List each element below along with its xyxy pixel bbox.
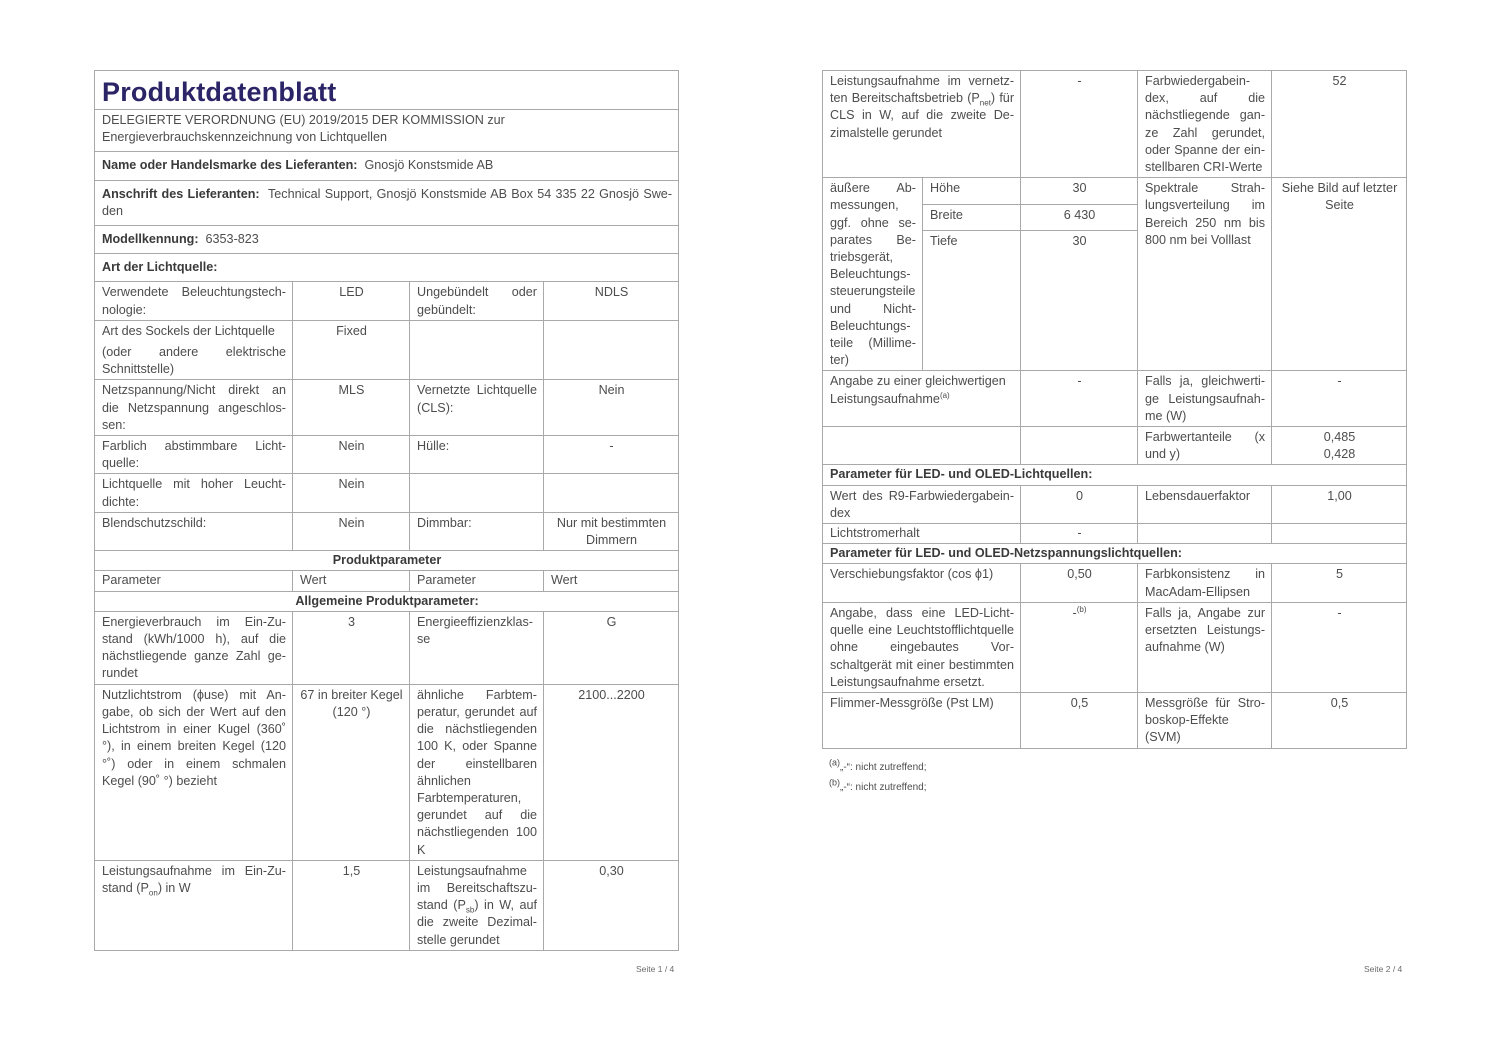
param-label: Farbwiedergabeindex, auf die nächstliegende ganze Zahl gerundet, oder Spanne der einstellbaren CRI-Werte	[1138, 71, 1272, 178]
param-value	[544, 474, 679, 512]
param-label: Vernetzte Lichtquelle (CLS):	[410, 380, 544, 436]
param-value	[1021, 602, 1138, 692]
param-value	[544, 320, 679, 380]
param-value: 1,5	[293, 860, 410, 950]
table-row	[823, 692, 1407, 748]
param-label: Dimmbar:	[410, 512, 544, 550]
page-1	[94, 70, 678, 951]
datasheet-table-page-2	[822, 70, 1407, 749]
dimensions-row	[823, 178, 1407, 205]
footnote-marker: (a)	[939, 390, 950, 400]
product-parameters-heading: Produktparameter	[95, 551, 679, 571]
dimension-name: Breite	[923, 204, 1021, 231]
lightsource-type-heading: Art der Lichtquelle:	[95, 254, 679, 282]
dimension-name: Höhe	[923, 178, 1021, 205]
supplier-address-value: Technical Support, Gnosjö Konstsmide AB Box 54 335 22 Gnosjö Sweden	[102, 186, 673, 218]
param-label-line-1: Art des Sockels der Lichtquelle	[102, 323, 275, 338]
dimensions-label: äußere Abmessungen, ggf. ohne separates Betriebsgerät, Beleuchtungssteuerungsteile und Nicht-Beleuchtungsteile (Millimeter)	[823, 178, 923, 371]
footnotes	[829, 758, 927, 798]
table-row	[95, 474, 679, 512]
footnote-b	[829, 778, 927, 798]
model-value: 6353-823	[205, 232, 259, 247]
param-label: Verwendete Beleuchtungstechnologie:	[95, 282, 293, 320]
model-row	[95, 226, 679, 254]
footnote-text: „-“: nicht zutreffend;	[840, 762, 927, 773]
table-row	[823, 524, 1407, 544]
table-row	[95, 512, 679, 550]
dimension-name: Tiefe	[923, 231, 1021, 371]
param-label: Falls ja, Angabe zur ersetzten Leistungsaufnahme (W)	[1138, 602, 1272, 692]
param-value: Nein	[293, 474, 410, 512]
param-label: Angabe, dass eine LED-Lichtquelle eine Leuchtstofflichtquelle ohne eingebautes Vorschaltgerät mit einer bestimmten Leistungsaufnahme ersetzt.	[823, 602, 1021, 692]
dimension-value: 30	[1021, 231, 1138, 371]
param-value: 2100...2200	[544, 684, 679, 860]
regulation-line-2: Energieverbrauchskennzeichnung von Lichtquellen	[102, 130, 387, 145]
model-label: Modellkennung:	[102, 232, 199, 247]
table-row	[95, 436, 679, 474]
param-label: Farbwertanteile (x und y)	[1138, 427, 1272, 465]
param-value: -	[1272, 602, 1407, 692]
chromaticity-y: 0,428	[1323, 447, 1356, 462]
param-label: Falls ja, gleichwertige Leistungsaufnahme (W)	[1138, 371, 1272, 427]
mains-parameters-heading: Parameter für LED- und OLED-Netzspannungslichtquellen:	[823, 544, 1407, 564]
param-label	[95, 320, 293, 380]
page-2	[822, 70, 1406, 749]
column-header-parameter: Parameter	[95, 571, 293, 591]
document-title: Produktdatenblatt	[95, 71, 679, 110]
dimension-value: 30	[1021, 178, 1138, 205]
param-label: Lebensdauerfaktor	[1138, 485, 1272, 523]
page-number-2: Seite 2 / 4	[1364, 964, 1403, 974]
param-value: G	[544, 611, 679, 684]
text-part: ) für CLS in W, auf die zweite Dezimalstelle gerundet	[830, 91, 1015, 140]
param-value: LED	[293, 282, 410, 320]
param-label: Netzspannung/Nicht direkt an die Netzspannung angeschlossen:	[95, 380, 293, 436]
table-row	[823, 602, 1407, 692]
led-parameters-heading: Parameter für LED- und OLED-Lichtquellen:	[823, 465, 1407, 485]
param-label	[95, 860, 293, 950]
table-row	[823, 427, 1407, 465]
column-header-value: Wert	[544, 571, 679, 591]
param-label: Wert des R9-Farbwiedergabeindex	[823, 485, 1021, 523]
table-row	[95, 282, 679, 320]
param-value: -	[1021, 71, 1138, 178]
column-header-parameter: Parameter	[410, 571, 544, 591]
param-value: Fixed	[293, 320, 410, 380]
param-label: Nutzlichtstrom (ϕuse) mit Angabe, ob sich der Wert auf den Lichtstrom in einer Kugel (360˚ °), in einem breiten Kegel (120 °˚) oder in einem schmalen Kegel (90˚ °) bezieht	[95, 684, 293, 860]
text-part: ) in W, auf die zweite Dezimalstelle gerundet	[417, 898, 537, 947]
param-value: -	[1272, 371, 1407, 427]
param-label: Farbkonsistenz in MacAdam-Ellipsen	[1138, 564, 1272, 602]
param-label: Farblich abstimmbare Lichtquelle:	[95, 436, 293, 474]
param-value: MLS	[293, 380, 410, 436]
param-value: 0,5	[1272, 692, 1407, 748]
table-row	[823, 71, 1407, 178]
param-label: Lichtquelle mit hoher Leuchtdichte:	[95, 474, 293, 512]
footnote-a	[829, 758, 927, 778]
param-label	[410, 320, 544, 380]
param-label: Lichtstromerhalt	[823, 524, 1021, 544]
param-value	[1272, 524, 1407, 544]
supplier-name-label: Name oder Handelsmarke des Lieferanten:	[102, 158, 358, 173]
empty-cell	[823, 427, 1021, 465]
text-part: Leistungsaufnahme im Bereitschaftszustand (P	[417, 863, 537, 913]
table-row	[95, 320, 679, 380]
param-value: -	[1021, 371, 1138, 427]
table-row	[823, 371, 1407, 427]
param-label	[410, 860, 544, 950]
table-row	[95, 684, 679, 860]
param-value: Siehe Bild auf letzter Seite	[1272, 178, 1407, 371]
table-row	[95, 611, 679, 684]
table-row	[823, 485, 1407, 523]
value-text: -	[1072, 605, 1077, 620]
supplier-name-value: Gnosjö Konstsmide AB	[364, 158, 494, 173]
param-label: Ungebündelt oder gebündelt:	[410, 282, 544, 320]
param-value: 0,30	[544, 860, 679, 950]
param-label: Spektrale Strahlungsverteilung im Bereich 250 nm bis 800 nm bei Volllast	[1138, 178, 1272, 371]
param-value: -	[1021, 524, 1138, 544]
param-value: 0,5	[1021, 692, 1138, 748]
table-row	[823, 564, 1407, 602]
datasheet-table-page-1	[94, 70, 679, 951]
text-part: Leistungsaufnahme im Ein-Zustand (P	[102, 863, 286, 895]
param-label: Hülle:	[410, 436, 544, 474]
text-part: Angabe zu einer gleichwertigen Leistungsaufnahme	[830, 374, 1006, 406]
footnote-marker: (b)	[1076, 604, 1087, 614]
param-value: Nur mit bestimmten Dimmern	[544, 512, 679, 550]
param-value: Nein	[544, 380, 679, 436]
text-part: Leistungsaufnahme im vernetzten Bereitschaftsbetrieb (P	[830, 74, 1015, 106]
param-label: Flimmer-Messgröße (Pst LM)	[823, 692, 1021, 748]
table-row	[95, 380, 679, 436]
param-value: 3	[293, 611, 410, 684]
param-label: Energieeffizienzklasse	[410, 611, 544, 684]
supplier-address-label: Anschrift des Lieferanten:	[102, 186, 260, 201]
param-value: -	[544, 436, 679, 474]
param-value: NDLS	[544, 282, 679, 320]
param-value: 1,00	[1272, 485, 1407, 523]
param-label: Blendschutzschild:	[95, 512, 293, 550]
param-value: 67 in breiter Kegel (120 °)	[293, 684, 410, 860]
param-value: Nein	[293, 436, 410, 474]
param-label: Verschiebungsfaktor (cos ϕ1)	[823, 564, 1021, 602]
dimension-value: 6 430	[1021, 204, 1138, 231]
param-label	[823, 371, 1021, 427]
subscript: sb	[465, 905, 475, 915]
page-number-1: Seite 1 / 4	[636, 964, 675, 974]
param-label: Energieverbrauch im Ein-Zustand (kWh/1000 h), auf die nächstliegende ganze Zahl gerundet	[95, 611, 293, 684]
param-label: ähnliche Farbtemperatur, gerundet auf die nächstliegenden 100 K, oder Spanne der einstellbaren ähnlichen Farbtemperaturen, gerundet auf die nächstliegenden 100 K	[410, 684, 544, 860]
subscript: net	[979, 98, 991, 108]
empty-cell	[1021, 427, 1138, 465]
supplier-address-row	[95, 180, 679, 225]
param-label: Messgröße für Stroboskop-Effekte (SVM)	[1138, 692, 1272, 748]
subscript: on	[148, 888, 158, 898]
general-parameters-heading: Allgemeine Produktparameter:	[95, 591, 679, 611]
param-value: Nein	[293, 512, 410, 550]
param-label	[823, 71, 1021, 178]
regulation-line-1: DELEGIERTE VERORDNUNG (EU) 2019/2015 DER KOMMISSION zur	[102, 113, 505, 127]
param-value: 0,50	[1021, 564, 1138, 602]
param-value: 0	[1021, 485, 1138, 523]
param-label-line-2: (oder andere elektrische Schnittstelle)	[102, 345, 286, 377]
supplier-name-row	[95, 152, 679, 180]
param-value: 52	[1272, 71, 1407, 178]
footnote-text: „-“: nicht zutreffend;	[840, 782, 927, 793]
footnote-marker: (b)	[829, 777, 840, 788]
chromaticity-x: 0,485	[1323, 430, 1356, 445]
param-value	[1272, 427, 1407, 465]
column-header-value: Wert	[293, 571, 410, 591]
table-row	[95, 860, 679, 950]
param-label	[1138, 524, 1272, 544]
param-label	[410, 474, 544, 512]
regulation-text	[95, 110, 679, 152]
column-header-row	[95, 571, 679, 591]
text-part: ) in W	[157, 880, 191, 895]
footnote-marker: (a)	[829, 757, 840, 768]
param-value: 5	[1272, 564, 1407, 602]
